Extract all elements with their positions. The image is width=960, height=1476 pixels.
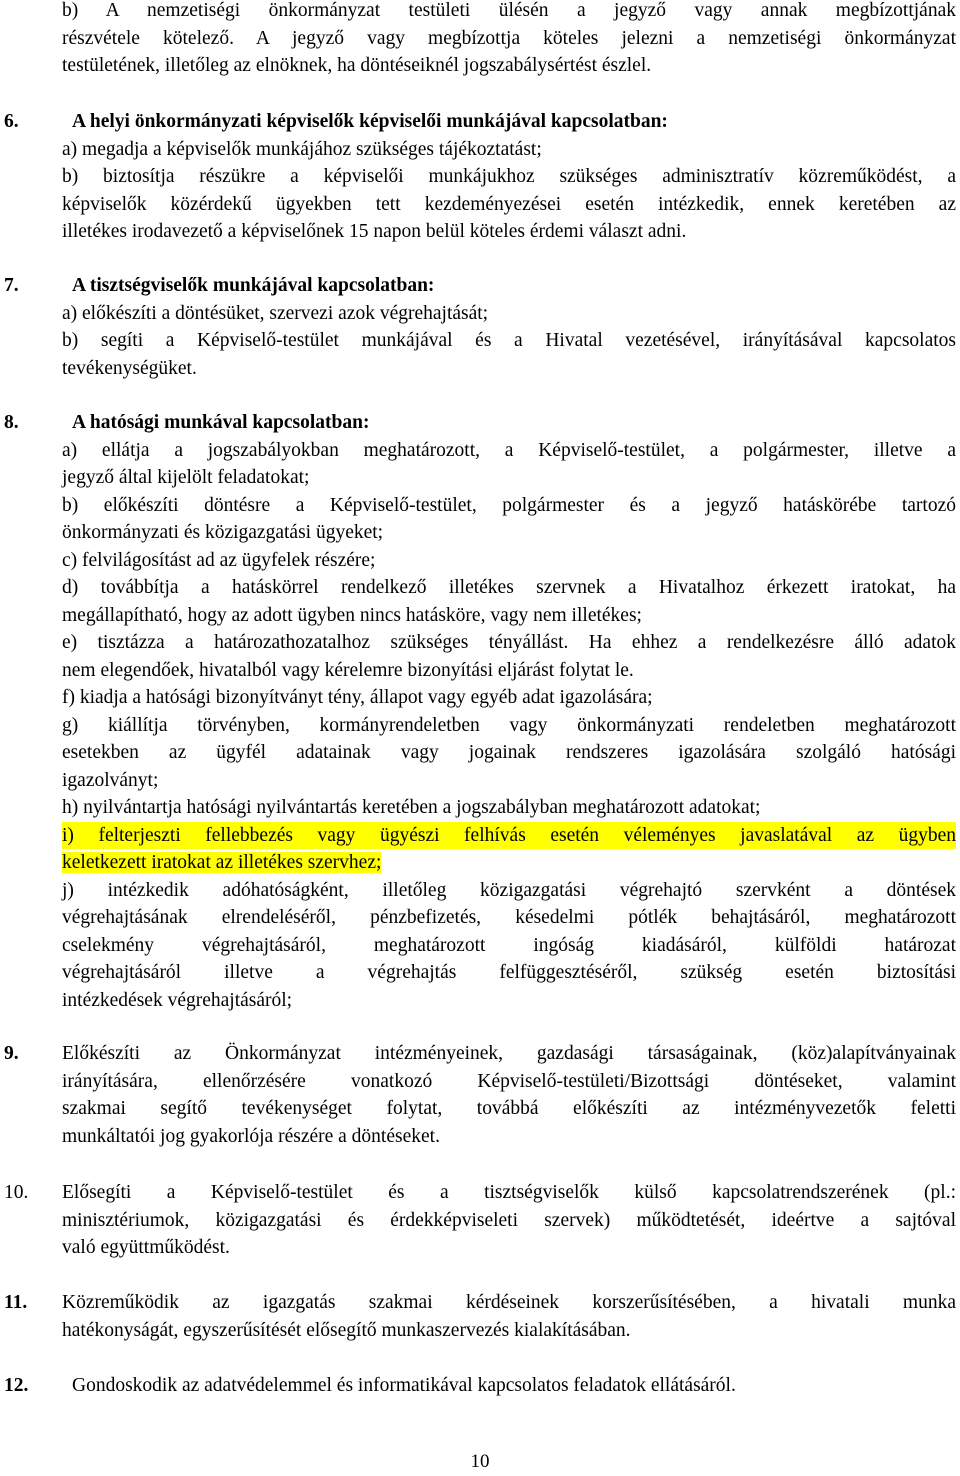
- text-line: illetékes irodavezető a képviselőnek 15 napon belül köteles érdemi választ adni.: [62, 221, 687, 242]
- text-line: Közreműködik az igazgatás szakmai kérdéseinek korszerűsítésében, a hivatali munka: [62, 1292, 956, 1313]
- section-8: [4, 409, 956, 1014]
- page-number: 10: [470, 1451, 490, 1472]
- section-6: [4, 108, 956, 246]
- text-line: intézkedések végrehajtásáról;: [62, 989, 293, 1011]
- text-line: jegyző által kijelölt feladatokat;: [62, 467, 310, 488]
- section-number: 10.: [4, 1182, 29, 1203]
- text-line: Előkészíti az Önkormányzat intézményeinek, gazdasági társaságainak, (köz)alapítványainak: [62, 1043, 956, 1064]
- text-line: irányítására, ellenőrzésére vonatkozó Képviselő-testületi/Bizottsági döntéseket, valamint: [62, 1070, 956, 1092]
- text-line: részvétele kötelező. A jegyző vagy megbízottja köteles jelezni a nemzetiségi önkormányzat: [62, 27, 956, 49]
- text-line: h) nyilvántartja hatósági nyilvántartás keretében a jogszabályban meghatározott adatokat;: [62, 797, 761, 818]
- intro-paragraph: [62, 0, 956, 80]
- section-9: [4, 1040, 956, 1150]
- section-number: 11.: [4, 1292, 28, 1313]
- highlighted-text: keletkezett iratokat az illetékes szervhez;: [62, 852, 382, 873]
- text-line: hatékonyságát, egyszerűsítését elősegítő munkaszervezés kialakításában.: [62, 1319, 631, 1341]
- text-line: cselekmény végrehajtásáról, meghatározott ingóság kiadásáról, külföldi határozat: [62, 934, 956, 956]
- text-line: Elősegíti a Képviselő-testület és a tisztségviselők külső kapcsolatrendszerének (pl.:: [62, 1182, 956, 1203]
- text-line: j) intézkedik adóhatóságként, illetőleg közigazgatási végrehajtó szervként a döntések: [62, 879, 956, 901]
- highlighted-text: i) felterjeszti fellebbezés vagy ügyészi felhívás esetén véleményes javaslatával az ügyben: [62, 822, 956, 850]
- text-line: munkáltatói jog gyakorlója részére a döntéseket.: [62, 1125, 440, 1147]
- section-heading: A hatósági munkával kapcsolatban:: [72, 412, 370, 433]
- text-line: a) ellátja a jogszabályokban meghatározott, a Képviselő-testület, a polgármester, illetve a: [62, 439, 956, 461]
- text-line: b) előkészíti döntésre a Képviselő-testület, polgármester és a jegyző hatáskörébe tartozó: [62, 494, 956, 516]
- text-line: önkormányzati és közigazgatási ügyeket;: [62, 522, 384, 543]
- section-number: 12.: [4, 1375, 29, 1396]
- text-line: b) biztosítja részükre a képviselői munkájukhoz szükséges adminisztratív közreműködést, a: [62, 166, 956, 187]
- text-line: a) előkészíti a döntésüket, szervezi azok végrehajtását;: [62, 302, 489, 324]
- highlighted-line-wrap: [62, 849, 956, 877]
- section-number: 9.: [4, 1043, 19, 1064]
- section-7: [4, 272, 956, 382]
- section-10: [4, 1179, 956, 1262]
- text-line: c) felvilágosítást ad az ügyfelek részére;: [62, 549, 376, 571]
- text-line: tevékenységüket.: [62, 357, 197, 379]
- text-line: esetekben az ügyfél adatainak vagy jogainak rendszeres igazolására szolgáló hatósági: [62, 742, 956, 763]
- text-line: f) kiadja a hatósági bizonyítványt tény, állapot vagy egyéb adat igazolására;: [62, 687, 653, 708]
- text-line: minisztériumok, közigazgatási és érdekképviseleti szervek) működtetését, ideértve a sajtóval: [62, 1209, 956, 1231]
- section-12: [4, 1372, 956, 1400]
- text-line: végrehajtásának elrendeléséről, pénzbefizetés, késedelmi pótlék behajtásáról, meghatározott: [62, 907, 956, 928]
- text-line: e) tisztázza a határozathozatalhoz szükséges tényállást. Ha ehhez a rendelkezésre álló adatok: [62, 632, 956, 653]
- text-line: d) továbbítja a hatáskörrel rendelkező illetékes szervnek a Hivatalhoz érkezett iratokat, ha: [62, 577, 956, 598]
- section-number: 8.: [4, 412, 19, 433]
- text-line: a) megadja a képviselők munkájához szükséges tájékoztatást;: [62, 138, 542, 160]
- text-line: b) segíti a Képviselő-testület munkájával és a Hivatal vezetésével, irányításával kapcsolatos: [62, 330, 956, 351]
- section-number: 6.: [4, 111, 19, 132]
- text-line: Gondoskodik az adatvédelemmel és informatikával kapcsolatos feladatok ellátásáról.: [72, 1375, 736, 1396]
- section-11: [4, 1289, 956, 1344]
- text-line: való együttműködést.: [62, 1237, 230, 1258]
- text-line: nem elegendőek, hivatalból vagy kérelemre bizonyítási eljárást folytat le.: [62, 659, 634, 681]
- text-line: g) kiállítja törvényben, kormányrendeletben vagy önkormányzati rendeletben meghatározott: [62, 714, 956, 736]
- text-line: testületének, illetőleg az elnöknek, ha döntéseiknél jogszabálysértést észlel.: [62, 55, 652, 76]
- section-heading: A tisztségviselők munkájával kapcsolatban:: [72, 275, 435, 296]
- text-line: b) A nemzetiségi önkormányzat testületi ülésén a jegyző vagy annak megbízottjának: [62, 0, 956, 21]
- text-line: képviselők közérdekű ügyekben tett kezdeményezései esetén intézkedik, ennek keretében az: [62, 193, 956, 215]
- section-number: 7.: [4, 275, 19, 296]
- text-line: végrehajtásáról illetve a végrehajtás felfüggesztéséről, szükség esetén biztosítási: [62, 962, 956, 983]
- text-line: igazolványt;: [62, 769, 159, 791]
- text-line: szakmai segítő tevékenységet folytat, továbbá előkészíti az intézményvezetők feletti: [62, 1098, 956, 1119]
- text-line: megállapítható, hogy az adott ügyben nincs hatásköre, vagy nem illetékes;: [62, 604, 642, 626]
- highlighted-line-wrap: [62, 822, 956, 850]
- section-heading: A helyi önkormányzati képviselők képviselői munkájával kapcsolatban:: [72, 111, 668, 132]
